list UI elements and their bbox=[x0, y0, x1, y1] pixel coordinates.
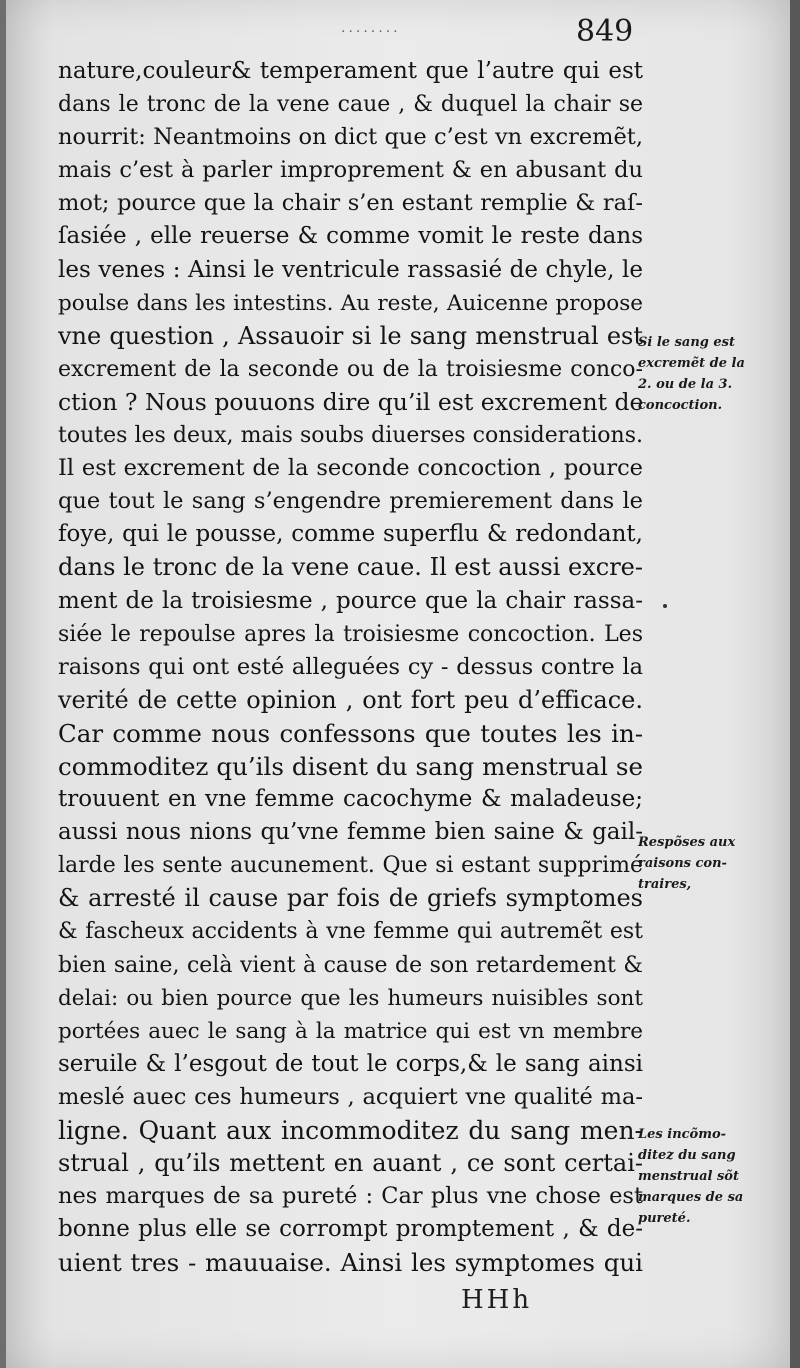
page-edge-shadow bbox=[790, 0, 800, 1368]
text-line: bonne plus elle se corrompt promptement , & de- bbox=[58, 1216, 643, 1243]
main-text-block bbox=[58, 55, 643, 1279]
margin-note-line: concoction. bbox=[638, 398, 723, 413]
text-line: toutes les deux, mais soubs diuerses considerations. bbox=[58, 423, 643, 449]
text-line: aussi nous nions qu’vne femme bien saine & gail- bbox=[58, 819, 643, 846]
book-page bbox=[6, 0, 790, 1368]
text-line: poulse dans les intestins. Au reste, Auicenne propose bbox=[58, 290, 643, 316]
text-line: delai: ou bien pource que les humeurs nuisibles sont bbox=[58, 985, 643, 1011]
text-line: nourrit: Neantmoins on dict que c’est vn excremẽt, bbox=[58, 124, 643, 151]
text-line: commoditez qu’ils disent du sang menstrual se bbox=[58, 751, 643, 781]
text-line: bien saine, celà vient à cause de son retardement & bbox=[58, 952, 643, 978]
text-line: Car comme nous confessons que toutes les in- bbox=[58, 718, 643, 748]
margin-note-purity bbox=[638, 1124, 778, 1229]
text-line: strual , qu’ils mettent en auant , ce sont certai- bbox=[58, 1149, 643, 1178]
margin-note-line: raisons con- bbox=[638, 856, 727, 871]
margin-note-line: menstrual sõt bbox=[638, 1169, 739, 1184]
margin-note-line: Respõses aux bbox=[638, 835, 736, 850]
margin-note-line: Si le sang est bbox=[638, 335, 735, 350]
margin-note-line: pureté. bbox=[638, 1211, 691, 1226]
page-number: 849 bbox=[576, 14, 634, 49]
text-line: dans le tronc de la vene caue , & duquel la chair se bbox=[58, 92, 643, 118]
signature-mark: HHh bbox=[461, 1285, 533, 1315]
text-line: foye, qui le pousse, comme superflu & redondant, bbox=[58, 521, 643, 548]
text-line: trouuent en vne femme cacochyme & maladeuse; bbox=[58, 786, 643, 813]
text-line: excrement de la seconde ou de la troisiesme conco- bbox=[58, 356, 643, 382]
margin-note-line: ditez du sang bbox=[638, 1148, 736, 1163]
margin-note-responses bbox=[638, 832, 778, 895]
margin-note-line: excremẽt de la bbox=[638, 356, 745, 371]
text-line: larde les sente aucunement. Que si estant supprimé bbox=[58, 853, 643, 879]
text-line: Il est excrement de la seconde concoction , pource bbox=[58, 455, 643, 482]
text-line: ligne. Quant aux incommoditez du sang men- bbox=[58, 1116, 643, 1145]
text-line: ment de la troisiesme , pource que la chair rassa- bbox=[58, 587, 643, 614]
text-line: mais c’est à parler improprement & en abusant du bbox=[58, 157, 643, 184]
text-line: meslé auec ces humeurs , acquiert vne qualité ma- bbox=[58, 1083, 643, 1110]
text-line: mot; pource que la chair s’en estant remplie & raſ- bbox=[58, 190, 643, 217]
text-line: les venes : Ainsi le ventricule rassasié de chyle, le bbox=[58, 256, 643, 283]
text-line: ſasiée , elle reuerse & comme vomit le reste dans bbox=[58, 223, 643, 250]
margin-note-line: 2. ou de la 3. bbox=[638, 377, 733, 392]
running-head: ........ bbox=[341, 20, 401, 36]
text-line: nes marques de sa pureté : Car plus vne chose est bbox=[58, 1183, 643, 1210]
margin-note-excrement bbox=[638, 332, 778, 416]
text-line: verité de cette opinion , ont fort peu d’efficace. bbox=[58, 685, 643, 714]
margin-note-line: Les incõmo- bbox=[638, 1127, 727, 1142]
text-line: raisons qui ont esté alleguées cy - dessus contre la bbox=[58, 653, 643, 680]
text-line: dans le tronc de la vene caue. Il est aussi excre- bbox=[58, 553, 643, 582]
text-line: portées auec le sang à la matrice qui est vn membre bbox=[58, 1018, 643, 1044]
text-line: nature,couleur& temperament que l’autre qui est bbox=[58, 58, 643, 84]
text-line: uient tres - mauuaise. Ainsi les symptomes qui bbox=[58, 1248, 643, 1278]
text-line: siée le repoulse apres la troisiesme concoction. Les bbox=[58, 621, 643, 647]
ink-speck bbox=[663, 604, 667, 608]
text-line: seruile & l’esgout de tout le corps,& le sang ainsi bbox=[58, 1050, 643, 1077]
text-line: & arresté il cause par fois de griefs symptomes bbox=[58, 884, 643, 913]
text-line: vne question , Assauoir si le sang menstrual est bbox=[58, 321, 643, 350]
margin-note-line: traires, bbox=[638, 877, 692, 892]
text-line: que tout le sang s’engendre premierement dans le bbox=[58, 488, 643, 515]
text-line: & fascheux accidents à vne femme qui autremẽt est bbox=[58, 919, 643, 945]
text-line: ction ? Nous pouuons dire qu’il est excrement de bbox=[58, 387, 643, 416]
margin-note-line: marques de sa bbox=[638, 1190, 744, 1205]
